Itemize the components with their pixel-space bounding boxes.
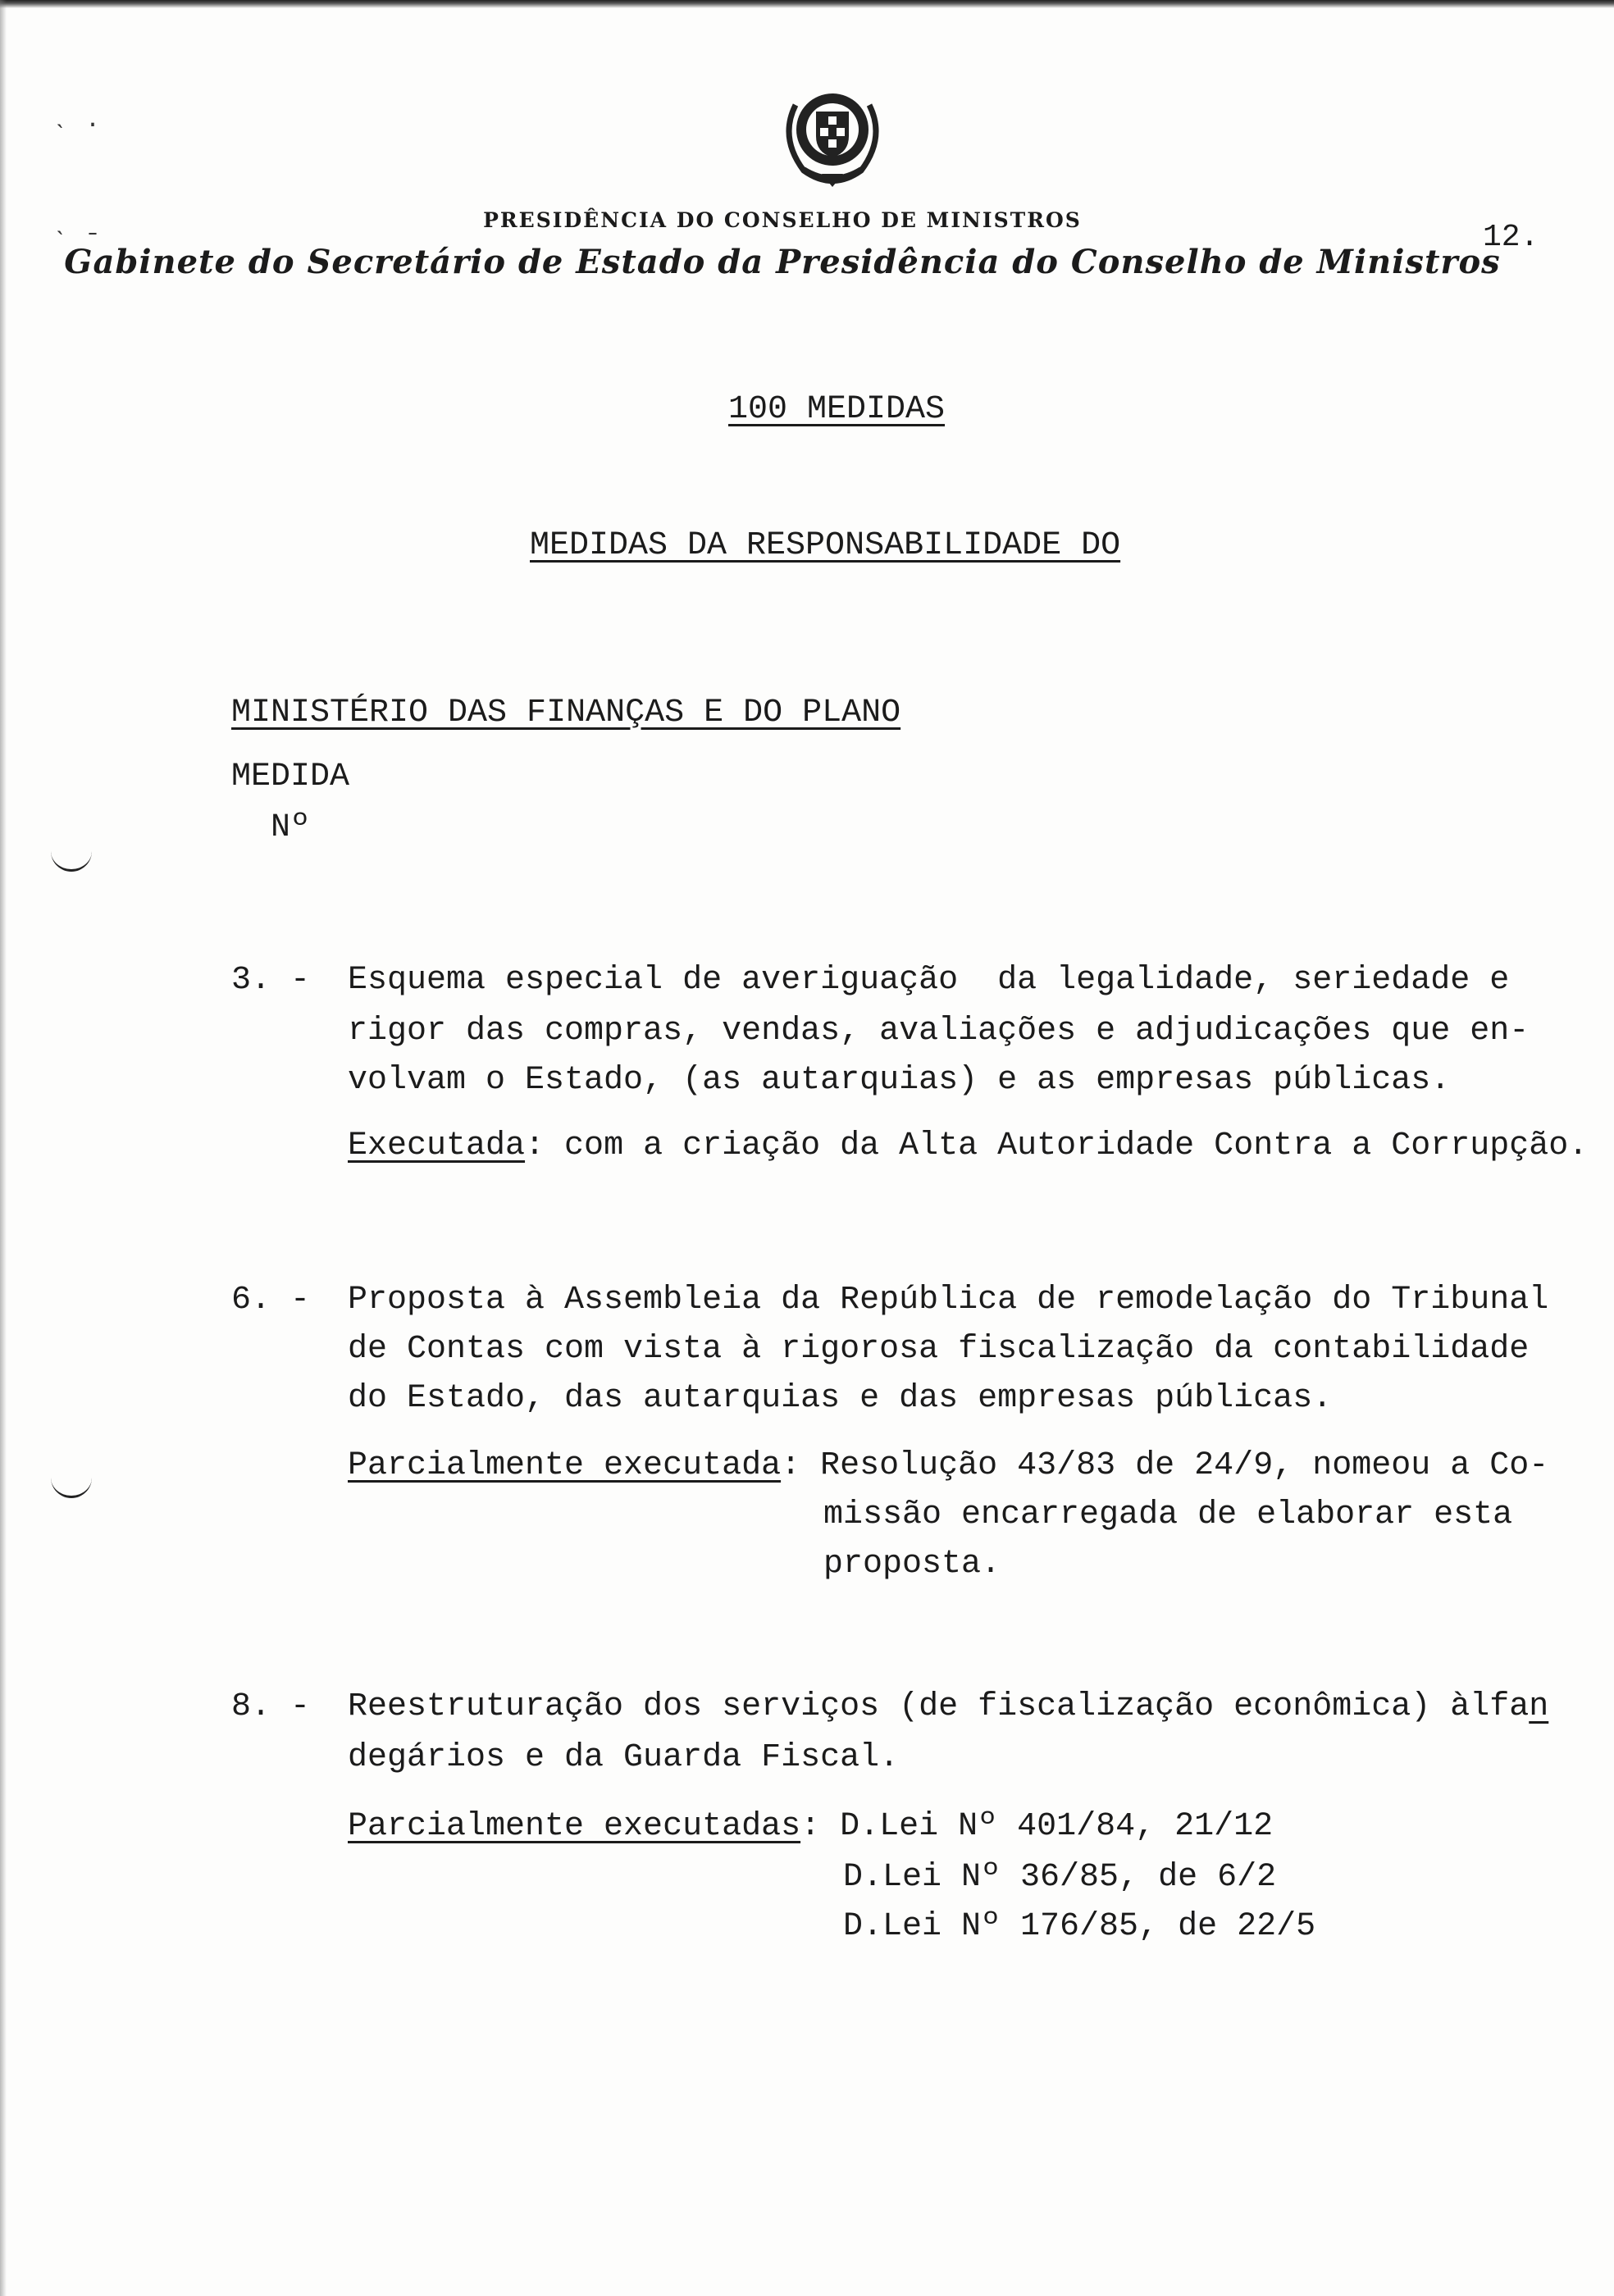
institution-heading: PRESIDÊNCIA DO CONSELHO DE MINISTROS — [483, 208, 1082, 232]
measure-text-line: Esquema especial de averiguação da legalidade, seriedade e — [348, 962, 1510, 999]
measure-text-line: volvam o Estado, (as autarquias) e as empresas públicas. — [348, 1062, 1451, 1099]
binding-mark — [51, 850, 92, 872]
scan-mark: ˴ ˗ — [56, 218, 101, 246]
status-label: Parcialmente executada — [348, 1447, 782, 1484]
status-text-line: missão encarregada de elaborar esta — [823, 1496, 1513, 1533]
measure-number: 3. - — [231, 962, 311, 999]
measure-status — [348, 1447, 1549, 1484]
measure-text-line: de Contas com vista à rigorosa fiscalização da contabilidade — [348, 1331, 1530, 1368]
coat-of-arms-icon — [771, 72, 894, 195]
measure-text-line: degários e da Guarda Fiscal. — [348, 1739, 900, 1776]
status-text-line: D.Lei Nº 36/85, de 6/2 — [843, 1859, 1277, 1896]
scan-top-edge — [0, 0, 1614, 8]
hyphenation-mark: n — [1529, 1688, 1549, 1725]
ministry-heading: MINISTÉRIO DAS FINANÇAS E DO PLANO — [231, 695, 901, 731]
measure-text-line: rigor das compras, vendas, avaliações e adjudicações que en- — [348, 1013, 1530, 1050]
page-number: 12. — [1483, 220, 1539, 255]
column-label-number: Nº — [271, 809, 311, 846]
measure-status — [348, 1130, 1588, 1163]
measure-text-line: Proposta à Assembleia da República de remodelação do Tribunal — [348, 1282, 1549, 1319]
measure-number: 8. - — [231, 1688, 311, 1725]
measure-text-line — [348, 1688, 1549, 1725]
measure-number: 6. - — [231, 1282, 311, 1319]
column-label-measure: MEDIDA — [231, 758, 350, 795]
binding-mark — [51, 1476, 92, 1498]
status-label: Parcialmente executadas — [348, 1808, 801, 1845]
measure-text-line: do Estado, das autarquias e das empresas públicas. — [348, 1380, 1333, 1417]
status-label: Executada — [348, 1128, 526, 1164]
document-subtitle: MEDIDAS DA RESPONSABILIDADE DO — [530, 527, 1121, 564]
cabinet-heading: Gabinete do Secretário de Estado da Presidência do Conselho de Ministros — [64, 243, 1501, 281]
status-text-line: D.Lei Nº 176/85, de 22/5 — [843, 1908, 1316, 1945]
scan-mark: ˴ · — [56, 112, 101, 139]
status-text-line: : Resolução 43/83 de 24/9, nomeou a Co- — [781, 1447, 1549, 1484]
scan-left-edge — [0, 0, 7, 2296]
measure-text-part: Reestruturação dos serviços (de fiscalização econômica) àlfa — [348, 1688, 1530, 1725]
status-text: : com a criação da Alta Autoridade Contra a Corrupção. — [525, 1128, 1589, 1164]
measure-status — [348, 1808, 1274, 1845]
status-text-line: : D.Lei Nº 401/84, 21/12 — [800, 1808, 1274, 1845]
status-text-line: proposta. — [823, 1546, 1001, 1583]
document-title: 100 MEDIDAS — [728, 391, 946, 428]
